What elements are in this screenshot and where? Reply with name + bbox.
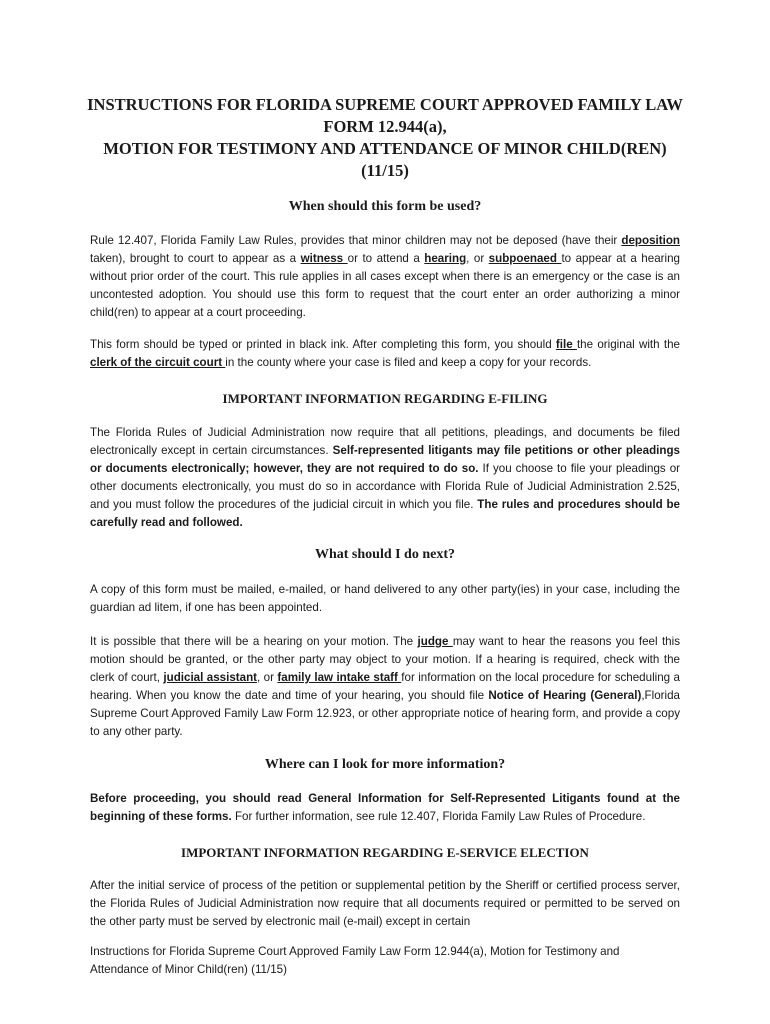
witness-term: witness [300, 252, 348, 265]
more-info-bold: Before proceeding, you should read General Information for Self-Represented Litigants found at the beginning of these forms. [90, 792, 680, 823]
subpoenaed-term: subpoenaed [488, 252, 562, 265]
more-info-heading: Where can I look for more information? [264, 757, 506, 772]
eservice-paragraph: After the initial service of process of the petition or supplemental petition by the Sheriff or certified process server, the Florida Rules of Judicial Administration now require that all documents required or permitted to be served on the other party must be served by electronic mail (e-mail) except in certain [90, 879, 680, 928]
notice-of-hearing: Notice of Hearing (General) [488, 689, 642, 702]
next-paragraph-1: A copy of this form must be mailed, e-mailed, or hand delivered to any other party(ies) in your case, including the guardian ad litem, if one has been appointed. [90, 583, 680, 614]
more-info-paragraph: Before proceeding, you should read General Information for Self-Represented Litigants found at the beginning of these forms. For further information, see rule 12.407, Florida Family Law Rules of Procedure. [90, 792, 680, 823]
judicial-assistant-term: judicial assistant [163, 671, 258, 684]
hearing-term: hearing [424, 252, 467, 265]
judge-term: judge [417, 635, 453, 648]
efiling-bold-2: The rules and procedures should be carefully read and followed. [90, 498, 680, 529]
efiling-bold-1: Self-represented litigants may file petitions or other pleadings or documents electronically; however, they are not required to do so. [90, 444, 680, 475]
footer-line-2: Attendance of Minor Child(ren) (11/15) [90, 963, 287, 976]
document-title [60, 94, 710, 182]
when-paragraph-1: Rule 12.407, Florida Family Law Rules, provides that minor children may not be deposed (have their deposition taken), brought to court to appear as a witness or to attend a hearing, or subpoenaed to appear at a hearing without prior order of the court. This rule applies in all cases except when there is an emergency or the case is an uncontested adoption. You should use this form to request that the court enter an order authorizing a minor child(ren) to appear at a court proceeding. [90, 234, 680, 319]
intake-staff-term: family law intake staff [277, 671, 402, 684]
when-paragraph-2: This form should be typed or printed in black ink. After completing this form, you should file the original with the clerk of the circuit court in the county where your case is filed and keep a copy for your records. [90, 338, 680, 369]
efiling-heading: IMPORTANT INFORMATION REGARDING E-FILING [222, 391, 548, 406]
title-line-4: (11/15) [361, 161, 409, 180]
next-heading: What should I do next? [314, 547, 456, 562]
title-line-3: MOTION FOR TESTIMONY AND ATTENDANCE OF MINOR CHILD(REN) [103, 139, 667, 158]
clerk-term: clerk of the circuit court [90, 356, 226, 369]
title-line-2: FORM 12.944(a), [323, 117, 447, 136]
eservice-heading: IMPORTANT INFORMATION REGARDING E-SERVICE ELECTION [181, 845, 589, 860]
page-footer [90, 943, 690, 979]
file-term: file [555, 338, 577, 351]
title-line-1: INSTRUCTIONS FOR FLORIDA SUPREME COURT APPROVED FAMILY LAW [87, 95, 683, 114]
next-paragraph-2: It is possible that there will be a hearing on your motion. The judge may want to hear the reasons you feel this motion should be granted, or the other party may object to your motion. If a hearing is required, check with the clerk of court, judicial assistant, or family law intake staff for information on the local procedure for scheduling a hearing. When you know the date and time of your hearing, you should file Notice of Hearing (General),Florida Supreme Court Approved Family Law Form 12.923, or other appropriate notice of hearing form, and provide a copy to any other party. [90, 635, 681, 738]
when-heading: When should this form be used? [288, 199, 482, 214]
efiling-paragraph: The Florida Rules of Judicial Administration now require that all petitions, pleadings, and documents be filed electronically except in certain circumstances. Self-represented litigants may file petitions or other pleadings or documents electronically; however, they are not required to do so. If you choose to file your pleadings or other documents electronically, you must do so in accordance with Florida Rule of Judicial Administration 2.525, and you must follow the procedures of the judicial circuit in which you file. The rules and procedures should be carefully read and followed. [90, 426, 681, 529]
deposition-term: deposition [621, 234, 680, 247]
footer-line-1: Instructions for Florida Supreme Court Approved Family Law Form 12.944(a), Motion for Testimony and [90, 945, 620, 958]
